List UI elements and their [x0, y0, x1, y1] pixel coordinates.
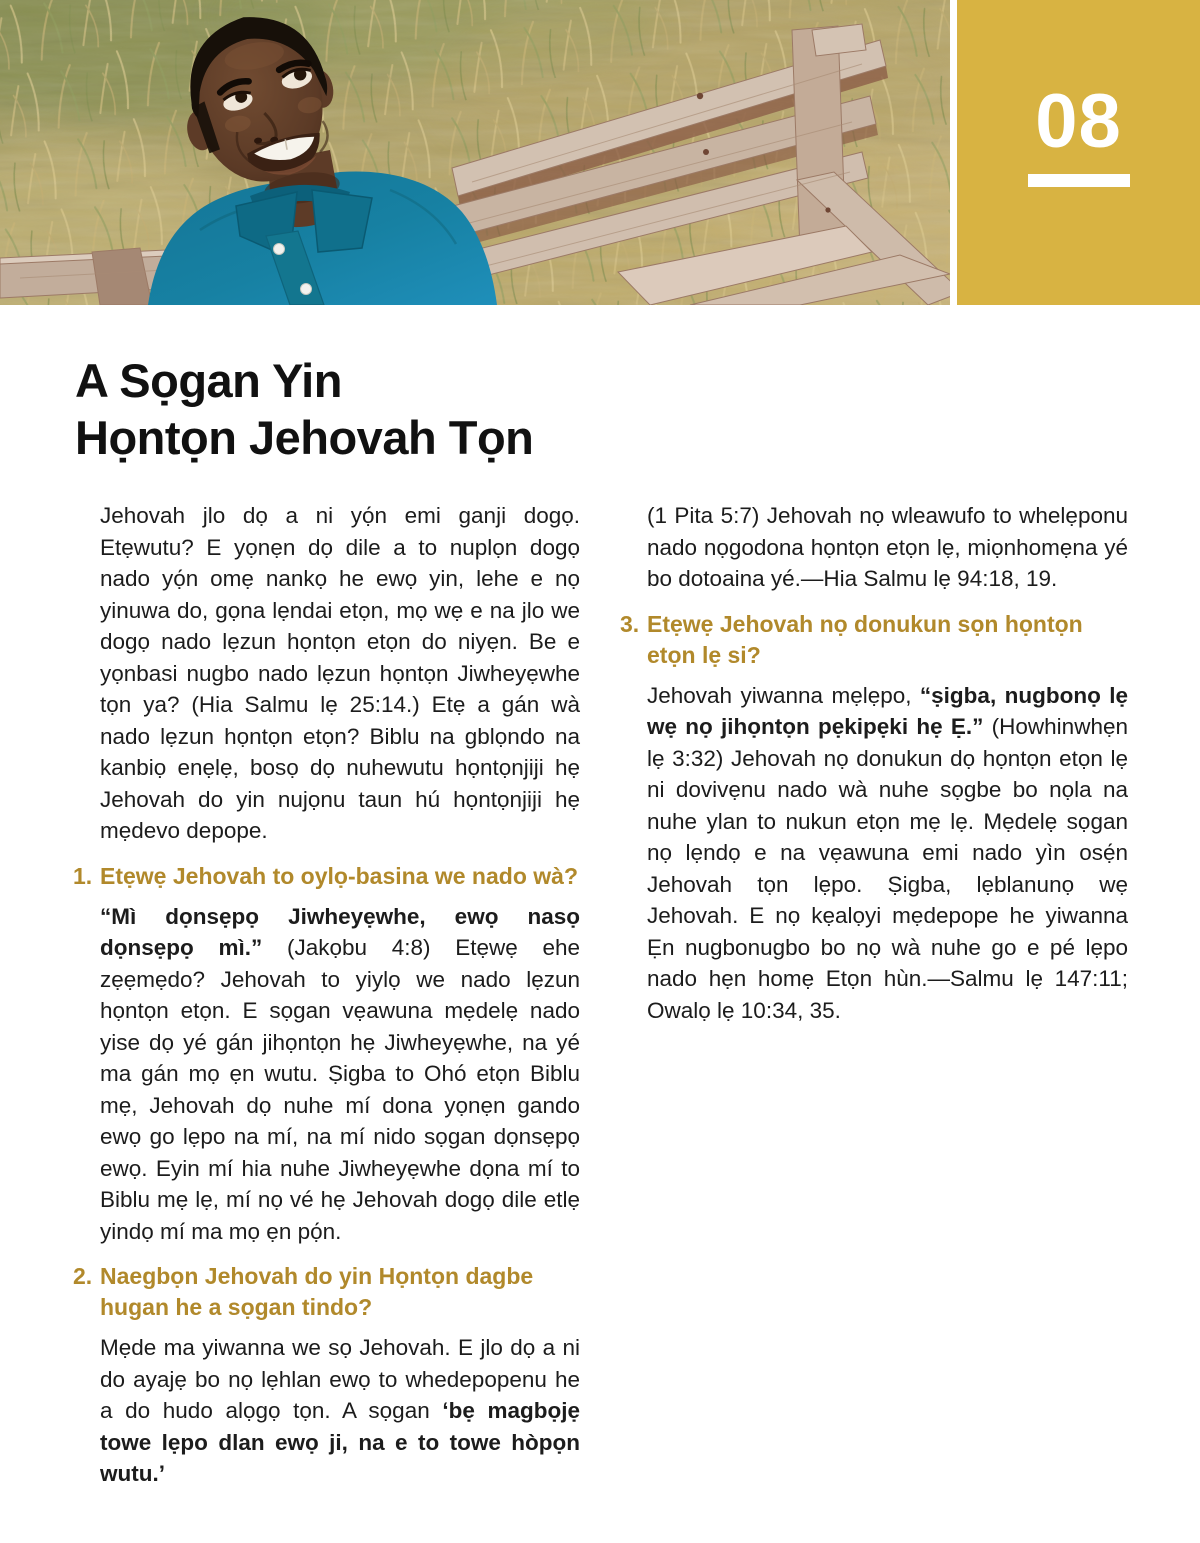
- question-1-text: Etẹwẹ Jehovah to oylọ-basina we nado wà?: [100, 862, 578, 889]
- left-column: [73, 500, 580, 1490]
- page-title: [75, 352, 533, 466]
- question-2-number: 2.: [73, 1263, 93, 1289]
- question-2-body-text: Mẹde ma yiwanna we sọ Jehovah. E jlo dọ a ni do ayajẹ bo nọ lẹhlan ewọ to whedepopenu he a do hudo alọgọ tọn. A sọgan: [100, 1335, 580, 1423]
- question-2-text: Naegbọn Jehovah do yin Họntọn dagbe hugan he a sọgan tindo?: [100, 1263, 534, 1320]
- scripture-quote-bold: “Mì dọnsẹpọ Jiwheyẹwhe, ewọ nasọ dọnsẹpọ mì.”: [100, 903, 580, 960]
- question-1-body-text: (Jakọbu 4:8) Etẹwẹ ehe zẹẹmẹdo? Jehovah to yiylọ we nado lẹzun họntọn etọn. E sọgan vẹawuna mẹdelẹ nado yise dọ yé gán jihọntọn hẹ Jiwheyẹwhe, na yé ma gán mọ ẹn wutu. Ṣigba to Ohó etọn Biblu mẹ, Jehovah dọ nuhe mí dona yọnẹn gando ewọ go lẹpo na mí, na mí nido sọgan dọnsẹpọ ewọ. Eyin mí hia nuhe Jiwheyẹwhe dọna mí to Biblu mẹ lẹ, mí nọ vé hẹ Jehovah dogọ dile etlẹ yindọ mí ma mọ ẹn pọ́n.: [100, 935, 580, 1244]
- question-3-body-text: (Howhinwhẹn lẹ 3:32) Jehovah nọ donukun dọ họntọn etọn lẹ ni dovivẹnu nado wà nuhe sọgbe bo nọla na nuhe ylan to nukun etọn mẹ lẹ. Mẹdelẹ sọgan nọ lẹndọ e na vẹawuna emi nado yìn osẹ́n Jehovah tọn lẹpo. Ṣigba, lẹblanunọ wẹ Jehovah. E nọ kẹalọyi mẹdepope he yiwanna Ẹn nugbonugbo bo nọ wà nuhe go e pé lẹpo nado hẹn homẹ Etọn hùn.—Salmu lẹ 147:11; Owalọ lẹ 10:34, 35.: [647, 714, 1128, 1023]
- question-1-number: 1.: [73, 862, 93, 889]
- question-3-text: Etẹwẹ Jehovah nọ donukun sọn họntọn etọn lẹ si?: [647, 610, 1083, 668]
- question-3-heading: [620, 609, 1128, 671]
- scripture-quote-bold: “ṣigba, nugbonọ lẹ wẹ nọ jihọntọn pẹkipẹki hẹ Ẹ.”: [647, 682, 1128, 739]
- question-3-lead-text: Jehovah yiwanna mẹlẹpo,: [647, 682, 920, 708]
- right-column: [620, 500, 1128, 1490]
- header-photo: [0, 0, 950, 305]
- content-columns: [73, 500, 1128, 1490]
- scripture-quote-bold: ‘bẹ magbọjẹ towe lẹpo dlan ewọ ji, na e to towe hòpọn wutu.’: [100, 1398, 581, 1486]
- question-2-heading: [73, 1261, 580, 1323]
- intro-paragraph: Jehovah jlo dọ a ni yọ́n emi ganji dogọ. Etẹwutu? E yọnẹn dọ dile a to nuplọn dogọ nado yọ́n omẹ nankọ he ewọ yin, lehe e nọ yinuwa do, gọna lẹndai etọn, mọ wẹ e na jlo we dogọ nado lẹzun họntọn etọn do niyẹn. Be e yọnbasi nugbo nado lẹzun họntọn Jiwheyẹwhe tọn ya? (Hia Salmu lẹ 25:14.) Etẹ a gán wà nado lẹzun họntọn etọn? Biblu na gblọndo na kanbiọ enẹlẹ, bosọ dọ nuhewutu họntọnjiji hẹ Jehovah do yin nujọnu taun hú họntọnjiji hẹ mẹdevo depope.: [100, 503, 580, 843]
- intro-continuation-paragraph: (1 Pita 5:7) Jehovah nọ wleawufo to whelẹponu nado nọgodona họntọn etọn lẹ, miọnhomẹna yé bo dotoaina yé.—Hia Salmu lẹ 94:18, 19.: [647, 503, 1128, 591]
- chapter-number: 08: [1035, 79, 1122, 164]
- question-3-number: 3.: [620, 610, 640, 637]
- collar-right-flap: [312, 190, 372, 252]
- title-line-2: Họntọn Jehovah Tọn: [75, 411, 534, 464]
- chapter-underline: [1028, 174, 1130, 187]
- title-line-1: A Sọgan Yin: [75, 354, 342, 407]
- shirt-button: [301, 284, 312, 295]
- question-2-paragraph: [100, 1332, 580, 1490]
- header-photo-illustration: [0, 0, 950, 305]
- shirt-button: [274, 244, 285, 255]
- question-3-paragraph: [647, 680, 1128, 1027]
- question-1-paragraph: [100, 901, 580, 1248]
- chapter-number-block: [957, 0, 1200, 305]
- question-1-heading: [73, 861, 580, 892]
